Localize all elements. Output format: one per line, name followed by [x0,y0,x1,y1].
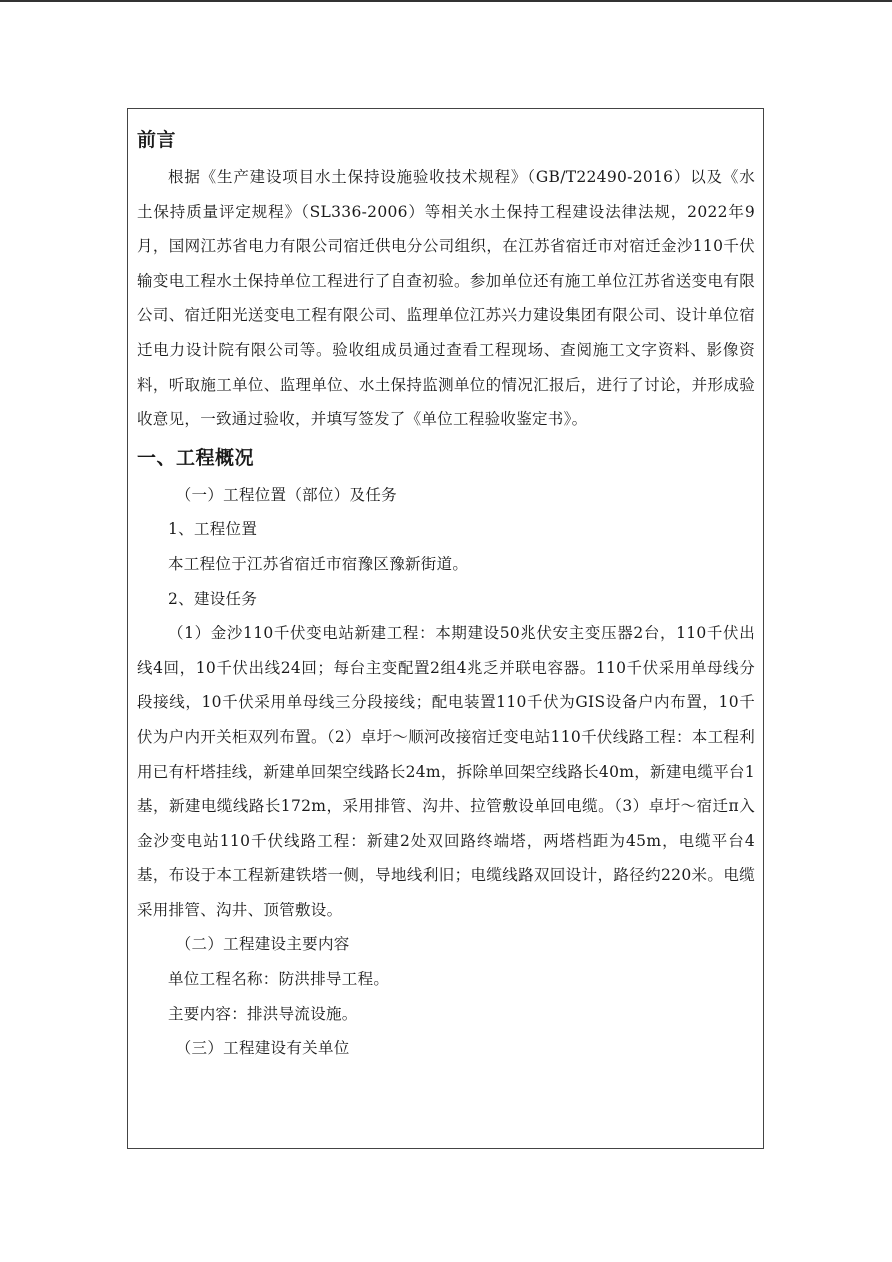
subsection-main-content-title: （二）工程建设主要内容 [175,935,350,954]
unit-project-name: 单位工程名称：防洪排导工程。 [168,970,390,989]
preface-paragraph: 根据《生产建设项目水土保持设施验收技术规程》（GB/T22490-2016）以及《水土保持质量评定规程》（SL336-2006）等相关水土保持工程建设法律法规，2022年9月，国网江苏省电力有限公司宿迁供电分公司组织，在江苏省宿迁市对宿迁金沙110千伏输变电工程水土保持单位工程进行了自查初验。参加单位还有施工单位江苏省送变电有限公司、宿迁阳光送变电工程有限公司、监理单位江苏兴力建设集团有限公司、设计单位宿迁电力设计院有限公司等。验收组成员通过查看工程现场、查阅施工文字资料、影像资料，听取施工单位、监理单位、水土保持监测单位的情况汇报后，进行了讨论，并形成验收意见，一致通过验收，并填写签发了《单位工程验收鉴定书》。 [137,168,755,429]
document-content [128,109,763,1066]
subsection-related-units-title: （三）工程建设有关单位 [175,1039,350,1058]
main-content-text: 主要内容：排洪导流设施。 [168,1004,358,1023]
subsection-location-title: （一）工程位置（部位）及任务 [175,485,397,504]
overview-heading: 一、工程概况 [137,446,255,469]
item-task-text: （1）金沙110千伏变电站新建工程：本期建设50兆伏安主变压器2台，110千伏出线4回，10千伏出线24回；每台主变配置2组4兆乏并联电容器。110千伏采用单母线分段接线，10千伏采用单母线三分段接线；配电装置110千伏为GIS设备户内布置，10千伏为户内开关柜双列布置。（2）卓圩～顺河改接宿迁变电站110千伏线路工程：本工程利用已有杆塔挂线，新建单回架空线路长24m，拆除单回架空线路长40m，新建电缆平台1基，新建电缆线路长172m，采用排管、沟井、拉管敷设单回电缆。（3）卓圩～宿迁π入金沙变电站110千伏线路工程：新建2处双回路终端塔，两塔档距为45m，电缆平台4基，布设于本工程新建铁塔一侧，导地线利旧；电缆线路双回设计，路径约220米。电缆采用排管、沟井、顶管敷设。 [137,624,756,919]
item-location-title: 1、工程位置 [168,520,258,539]
preface-heading: 前言 [137,129,177,151]
item-location-text: 本工程位于江苏省宿迁市宿豫区豫新街道。 [168,554,469,573]
document-frame [127,108,764,1149]
top-border-line [0,0,892,2]
item-task-title: 2、建设任务 [168,589,258,608]
